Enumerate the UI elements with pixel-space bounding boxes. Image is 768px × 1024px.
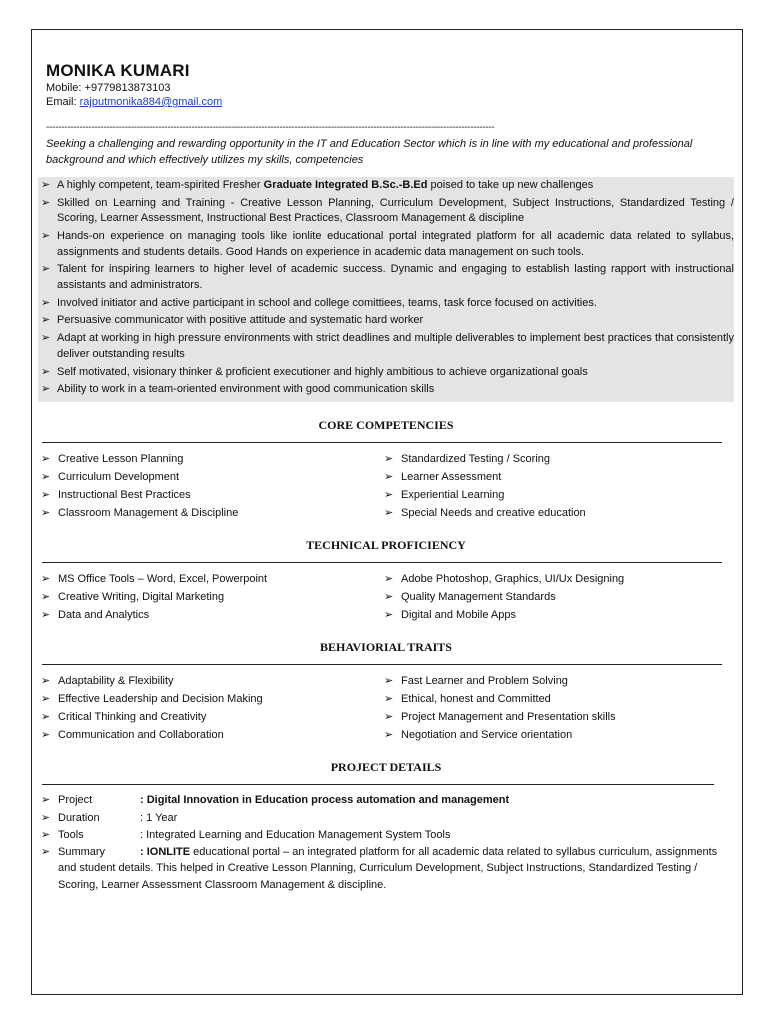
list-item-label: Instructional Best Practices (58, 489, 191, 502)
project-value: : Digital Innovation in Education process automation and management (140, 794, 510, 807)
summary-item (38, 178, 734, 194)
list-item-label: Critical Thinking and Creativity (58, 711, 207, 724)
project-label: Project (58, 794, 93, 807)
technical-right-column (384, 570, 732, 624)
mobile-label: Mobile: (46, 82, 82, 94)
duration-value: : 1 Year (140, 811, 178, 824)
list-item-label: Project Management and Presentation skills (401, 711, 616, 724)
arrow-right-icon: ➢ (41, 729, 51, 742)
list-item (41, 606, 389, 624)
arrow-right-icon: ➢ (41, 794, 51, 807)
list-item-label: Curriculum Development (58, 471, 180, 484)
list-item (41, 708, 389, 726)
summary-item (38, 262, 734, 293)
summary-item (38, 196, 734, 227)
list-item-label: Digital and Mobile Apps (401, 609, 516, 622)
list-item-label: Adobe Photoshop, Graphics, UI/Ux Designing (401, 573, 625, 586)
summary-item (38, 331, 734, 362)
summary-item (38, 229, 734, 260)
list-item (41, 468, 389, 486)
resume-page (31, 29, 743, 995)
summary-item (38, 365, 734, 381)
behavioral-right-column (384, 672, 732, 744)
arrow-right-icon: ➢ (41, 811, 51, 824)
technical-left-column (41, 570, 389, 624)
list-item (41, 504, 389, 522)
list-item-label: Adaptability & Flexibility (58, 675, 174, 688)
arrow-right-icon: ➢ (384, 693, 394, 706)
summary-text: educational portal – an integrated platform for all academic data related to syllabus curriculum, assignments and student details. This helped in Creative Lesson Planning, Curriculum Development, Subject Instructions, Standardized Testing / Scoring, Learner Assessment Classroom Management & discipline. (58, 845, 718, 891)
summary-bold: : IONLITE (140, 845, 191, 858)
arrow-right-icon: ➢ (41, 332, 51, 345)
arrow-right-icon: ➢ (384, 675, 394, 688)
arrow-right-icon: ➢ (41, 693, 51, 706)
arrow-right-icon: ➢ (384, 729, 394, 742)
technical-proficiency-title: TECHNICAL PROFICIENCY (306, 538, 466, 553)
summary-item (38, 313, 734, 329)
section-rule (42, 784, 714, 785)
arrow-right-icon: ➢ (41, 591, 51, 604)
summary-item-text: Ability to work in a team-oriented environment with good communication skills (57, 383, 435, 396)
email-label: Email: (46, 96, 77, 108)
list-item-label: Data and Analytics (58, 609, 150, 622)
list-item-label: Classroom Management & Discipline (58, 507, 239, 520)
arrow-right-icon: ➢ (41, 845, 51, 858)
summary-item-text: A highly competent, team-spirited Fresher (57, 179, 264, 191)
list-item (384, 708, 732, 726)
dashed-divider: ---------------------------------------------------------------------------------------------------------------------------------------------------- (46, 122, 495, 133)
summary-item-text: Skilled on Learning and Training - Creative Lesson Planning, Curriculum Development, Subject Instructions, Standardized Testing / Scoring, Learner Assessment, Instructional Best Practices, Classroom Management & discipline (57, 196, 734, 225)
arrow-right-icon: ➢ (384, 711, 394, 724)
list-item (41, 570, 389, 588)
arrow-right-icon: ➢ (384, 609, 394, 622)
tools-row (41, 827, 732, 845)
arrow-right-icon: ➢ (41, 383, 51, 396)
arrow-right-icon: ➢ (41, 179, 51, 191)
mobile-number: +9779813873103 (84, 82, 171, 94)
arrow-right-icon: ➢ (41, 453, 51, 466)
summary-item-text: Self motivated, visionary thinker & proficient executioner and highly ambitious to achieve organizational goals (57, 365, 588, 378)
career-objective: Seeking a challenging and rewarding opportunity in the IT and Education Sector which is in line with my educational and professional background and which effectively utilizes my skills, competencies (46, 138, 693, 166)
arrow-right-icon: ➢ (41, 829, 51, 842)
section-rule (42, 442, 722, 443)
summary-item-text: Involved initiator and active participant in school and college comittiees, teams, task force focused on activities. (57, 296, 597, 309)
list-item-label: Special Needs and creative education (401, 507, 586, 520)
summary-item-text: Persuasive communicator with positive attitude and systematic hard worker (57, 314, 424, 327)
arrow-right-icon: ➢ (384, 453, 394, 466)
summary-item-text: Hands-on experience on managing tools like ionlite educational portal integrated platform for all academic data related to syllabus, assignments and students details. Good Hands on experience in academic data management on such tools. (57, 230, 734, 258)
core-left-column (41, 450, 389, 522)
list-item (384, 588, 732, 606)
section-rule (42, 562, 722, 563)
list-item-label: Communication and Collaboration (58, 729, 224, 742)
list-item (384, 606, 732, 624)
summary-item (38, 296, 734, 312)
list-item-label: Experiential Learning (401, 489, 505, 502)
arrow-right-icon: ➢ (41, 263, 51, 276)
list-item (384, 672, 732, 690)
project-details-title: PROJECT DETAILS (330, 760, 442, 775)
summary-item-text: Talent for inspiring learners to higher level of academic success. Dynamic and engaging to establish lasting rapport with instructional assistants and administrators. (57, 263, 734, 291)
list-item-label: Effective Leadership and Decision Making (58, 693, 263, 706)
list-item (41, 726, 389, 744)
list-item (41, 588, 389, 606)
list-item-label: Learner Assessment (401, 471, 502, 484)
behavioral-traits-list (41, 672, 732, 744)
profile-summary (38, 177, 734, 402)
arrow-right-icon: ➢ (41, 365, 51, 378)
arrow-right-icon: ➢ (41, 314, 51, 327)
list-item (384, 570, 732, 588)
tools-value: : Integrated Learning and Education Management System Tools (140, 829, 451, 842)
list-item (384, 450, 732, 468)
list-item (41, 486, 389, 504)
summary-row (41, 844, 738, 894)
list-item-label: Creative Writing, Digital Marketing (58, 591, 225, 604)
duration-label: Duration (58, 811, 100, 824)
summary-label: Summary (58, 845, 106, 858)
list-item (384, 486, 732, 504)
list-item-label: Negotiation and Service orientation (401, 729, 573, 742)
list-item-label: MS Office Tools – Word, Excel, Powerpoint (58, 573, 268, 586)
project-row (41, 792, 732, 810)
list-item-label: Creative Lesson Planning (58, 453, 184, 466)
arrow-right-icon: ➢ (41, 573, 51, 586)
summary-item-text: Adapt at working in high pressure environments with strict deadlines and multiple deliverables to implement best practices that consistently deliver outstanding results (57, 332, 734, 360)
list-item (384, 468, 732, 486)
list-item-label: Fast Learner and Problem Solving (401, 675, 568, 688)
arrow-right-icon: ➢ (41, 230, 51, 243)
resume-content (41, 61, 734, 893)
duration-row (41, 810, 732, 828)
core-right-column (384, 450, 732, 522)
list-item (41, 672, 389, 690)
behavioral-traits-title: BEHAVIORIAL TRAITS (320, 640, 452, 655)
mobile-line (46, 81, 732, 95)
section-rule (42, 664, 722, 665)
core-competencies-list (41, 450, 732, 522)
arrow-right-icon: ➢ (41, 609, 51, 622)
candidate-name: MONIKA KUMARI (46, 61, 190, 80)
email-link[interactable]: rajputmonika884@gmail.com (79, 96, 223, 108)
arrow-right-icon: ➢ (384, 573, 394, 586)
summary-item (38, 382, 734, 398)
technical-proficiency-list (41, 570, 732, 624)
list-item-label: Quality Management Standards (401, 591, 556, 604)
arrow-right-icon: ➢ (384, 471, 394, 484)
project-details (41, 792, 732, 893)
list-item (41, 690, 389, 708)
summary-item-text-end: poised to take up new challenges (427, 179, 594, 191)
arrow-right-icon: ➢ (41, 507, 51, 520)
core-competencies-title: CORE COMPETENCIES (318, 418, 454, 433)
arrow-right-icon: ➢ (384, 489, 394, 502)
arrow-right-icon: ➢ (41, 196, 51, 209)
arrow-right-icon: ➢ (41, 675, 51, 688)
list-item (41, 450, 389, 468)
arrow-right-icon: ➢ (41, 711, 51, 724)
list-item-label: Ethical, honest and Committed (401, 693, 551, 706)
summary-item-bold: Graduate Integrated B.Sc.-B.Ed (263, 179, 428, 191)
arrow-right-icon: ➢ (384, 591, 394, 604)
tools-label: Tools (58, 829, 84, 842)
list-item (384, 726, 732, 744)
list-item-label: Standardized Testing / Scoring (401, 453, 550, 466)
arrow-right-icon: ➢ (41, 489, 51, 502)
arrow-right-icon: ➢ (41, 296, 51, 309)
arrow-right-icon: ➢ (384, 507, 394, 520)
list-item (384, 504, 732, 522)
arrow-right-icon: ➢ (41, 471, 51, 484)
behavioral-left-column (41, 672, 389, 744)
email-line (46, 95, 732, 109)
list-item (384, 690, 732, 708)
